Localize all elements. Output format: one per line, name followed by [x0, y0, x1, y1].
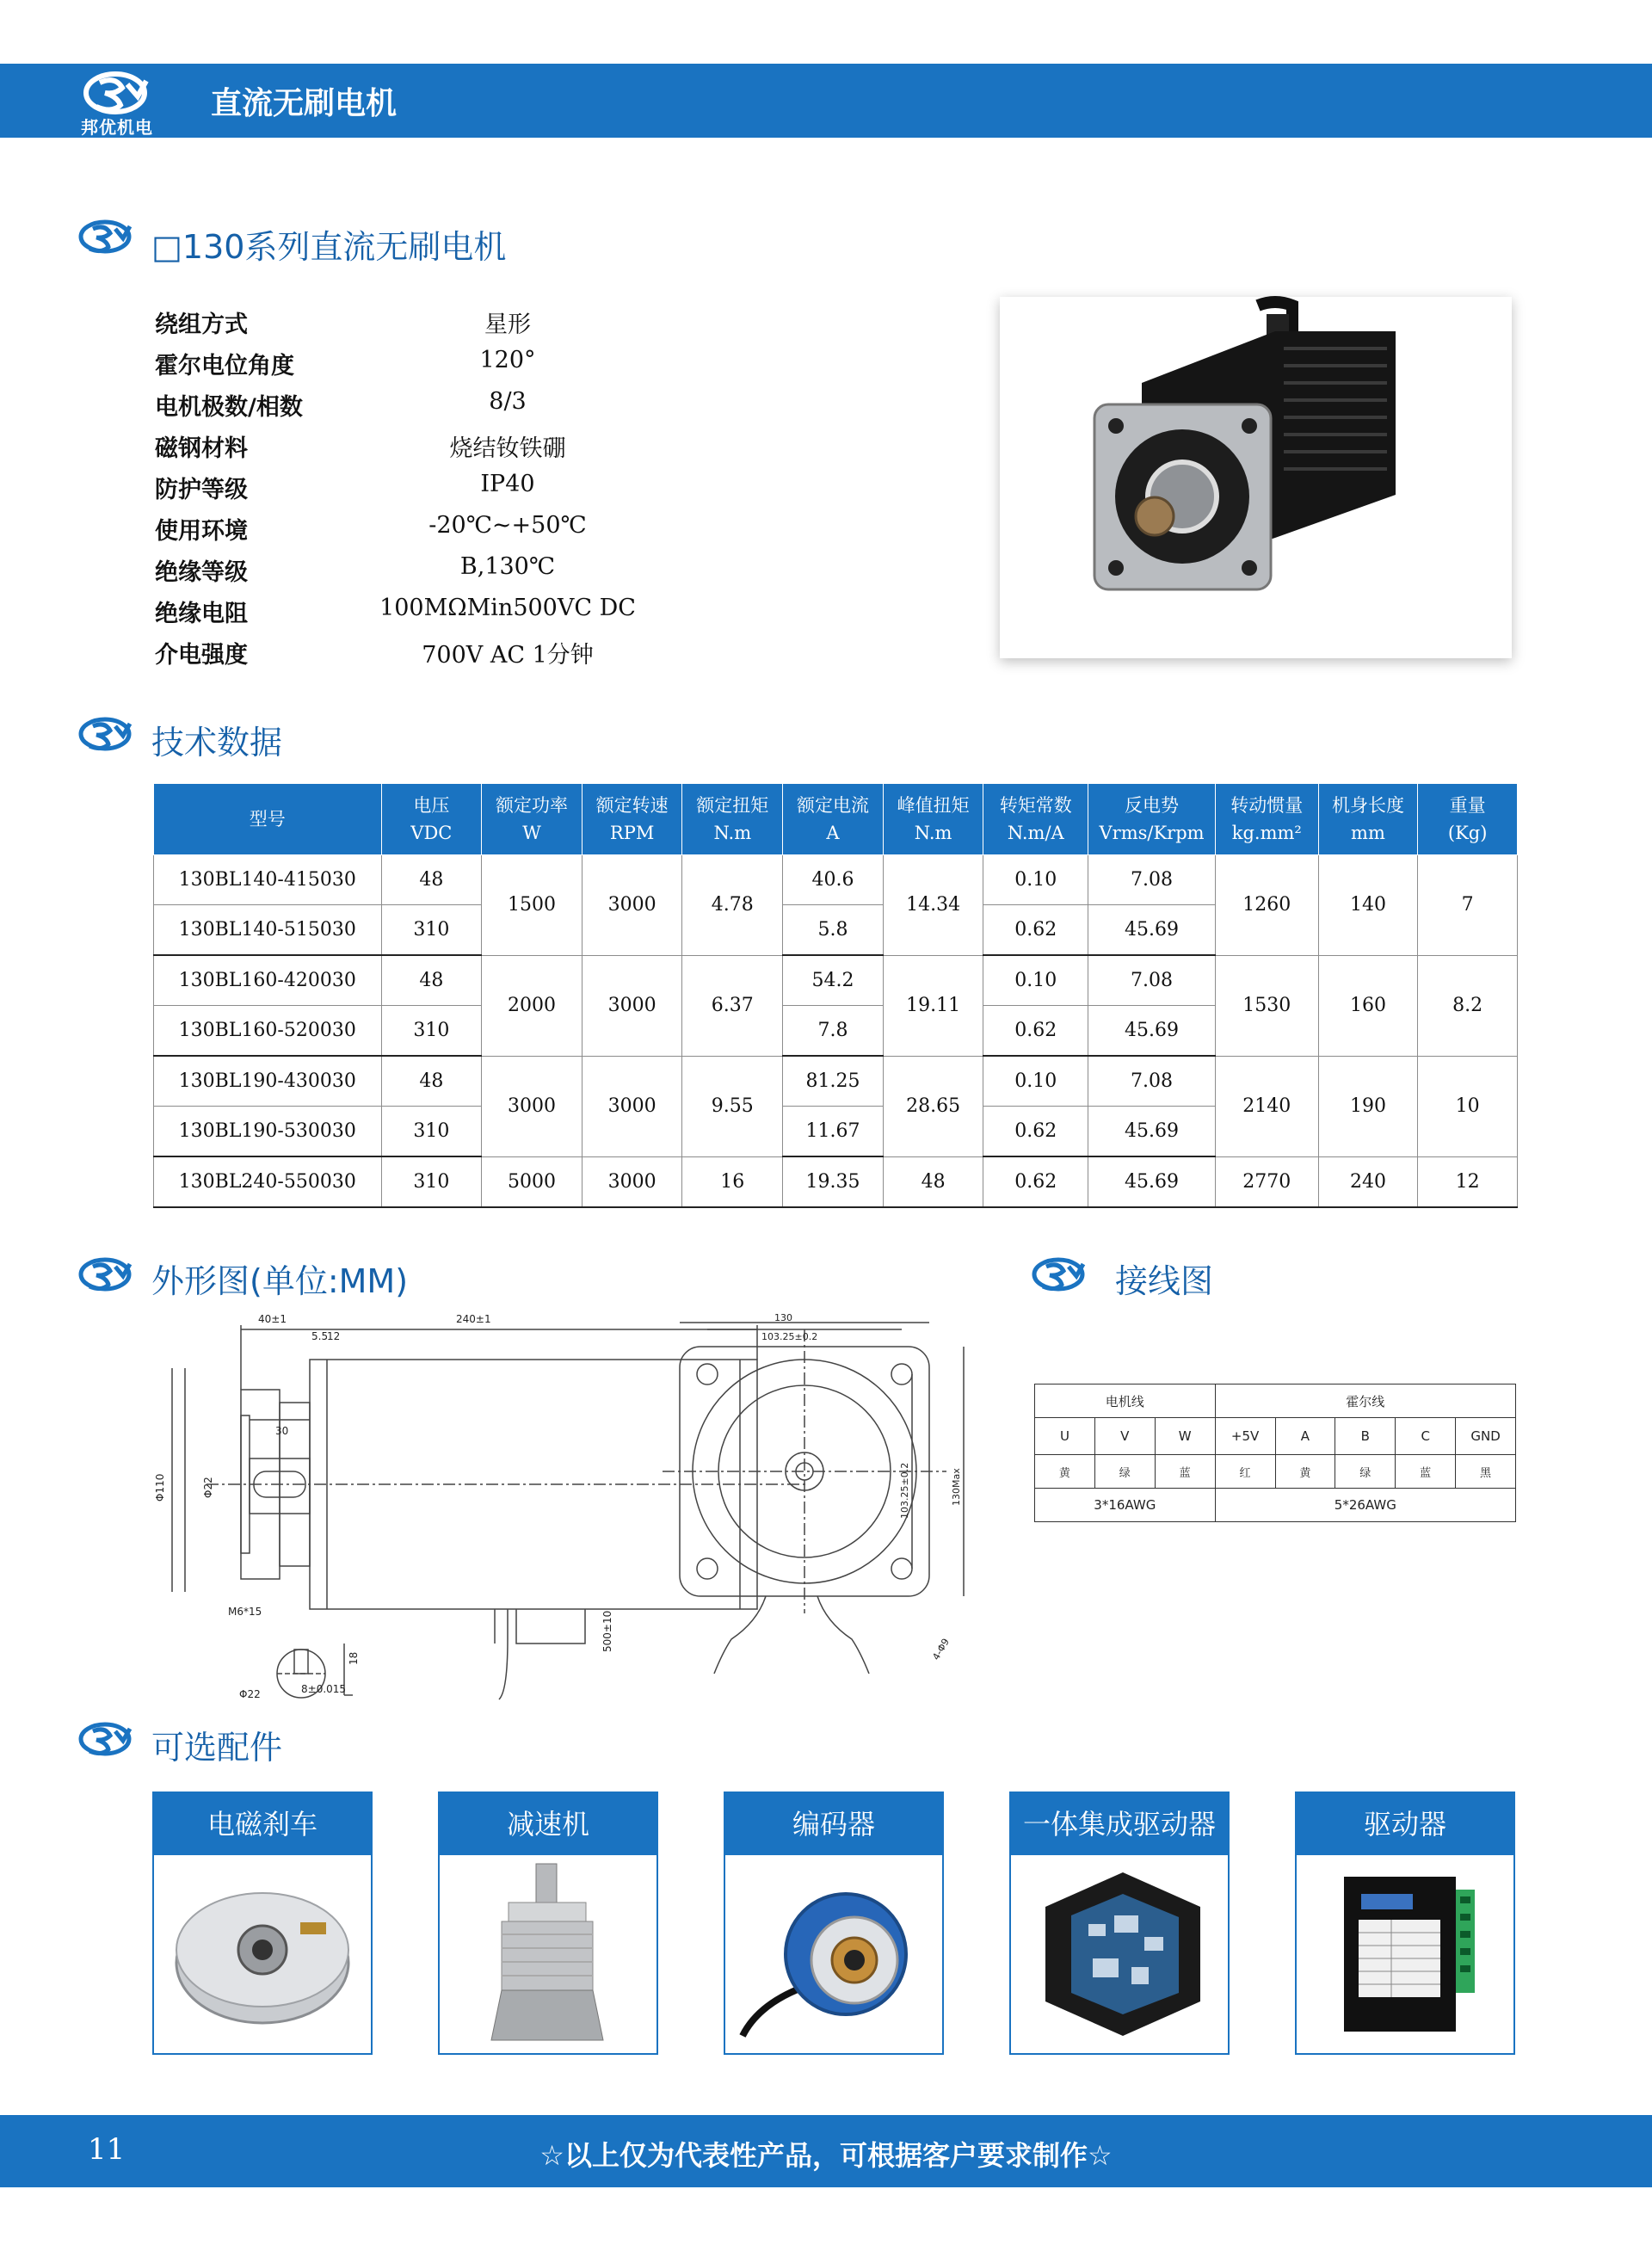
spec-row: [155, 636, 637, 677]
table-cell: 130BL240-550030: [154, 1156, 382, 1207]
accessory-card-driver: [1295, 1792, 1515, 2055]
column-header: [1418, 784, 1518, 855]
column-header-unit: A: [826, 823, 840, 843]
table-cell: 190: [1318, 1056, 1418, 1156]
spec-label: 霍尔电位角度: [155, 353, 294, 379]
table-cell: 1530: [1215, 955, 1318, 1056]
table-cell: 3000: [582, 855, 682, 956]
accessory-label: 电磁刹车: [154, 1793, 371, 1855]
column-header-name: 电压: [413, 795, 450, 816]
table-cell: 5.8: [783, 905, 884, 956]
table-cell: 9.55: [682, 1056, 783, 1156]
accessories-section-title: 可选配件: [151, 1729, 283, 1767]
spec-label: 绕组方式: [155, 311, 248, 338]
motor-lead-header: 电机线: [1035, 1385, 1216, 1418]
wire-color: 蓝: [1155, 1455, 1215, 1489]
dim-label: 500±10: [601, 1610, 613, 1652]
accessory-card-brake: [152, 1792, 373, 2055]
accessory-label: 编码器: [725, 1793, 942, 1855]
table-row: [154, 1156, 1518, 1207]
wire-color: 黄: [1275, 1455, 1335, 1489]
column-header-unit: W: [522, 823, 541, 843]
column-header: [983, 784, 1088, 855]
column-header-name: 重量: [1449, 795, 1486, 816]
section-logo-icon: [77, 714, 138, 754]
column-header-unit: VDC: [410, 823, 453, 843]
dim-label: 5.5: [311, 1330, 329, 1342]
wire-color: 绿: [1335, 1455, 1396, 1489]
table-cell: 14.34: [883, 855, 983, 956]
table-cell: 45.69: [1088, 1107, 1216, 1157]
dim-label: 240±1: [456, 1313, 491, 1325]
column-header-unit: kg.mm²: [1231, 823, 1302, 843]
table-cell: 0.62: [983, 1107, 1088, 1157]
table-cell: 130BL190-430030: [154, 1056, 382, 1107]
pin-label: GND: [1456, 1418, 1516, 1455]
dim-label: 12: [327, 1330, 341, 1342]
table-cell: 3000: [582, 1056, 682, 1156]
pin-label: A: [1275, 1418, 1335, 1455]
column-header-name: 额定扭矩: [696, 795, 769, 816]
wire-color: 黑: [1456, 1455, 1516, 1489]
table-cell: 40.6: [783, 855, 884, 905]
table-cell: 310: [381, 1107, 482, 1157]
tech-data-table: [153, 783, 1518, 1208]
table-cell: 28.65: [883, 1056, 983, 1156]
table-cell: 0.62: [983, 1006, 1088, 1057]
header-title: 直流无刷电机: [211, 86, 398, 121]
dim-label: 103.25±0.2: [899, 1462, 910, 1519]
pin-label: C: [1396, 1418, 1456, 1455]
spec-row: [155, 512, 637, 553]
table-row: [154, 855, 1518, 905]
column-header-name: 机身长度: [1331, 795, 1404, 816]
table-cell: 0.10: [983, 955, 1088, 1006]
wiring-table: [1034, 1384, 1516, 1522]
dim-label: Φ22: [239, 1688, 261, 1700]
table-row: [154, 1056, 1518, 1107]
column-header-unit: RPM: [609, 823, 655, 843]
table-cell: 130BL140-415030: [154, 855, 382, 905]
accessory-label: 减速机: [440, 1793, 656, 1855]
spec-label: 电机极数/相数: [155, 394, 303, 421]
motor-photo: [1000, 297, 1512, 658]
table-cell: 7.8: [783, 1006, 884, 1057]
table-cell: 1500: [482, 855, 583, 956]
front-view-drawing: [663, 1312, 989, 1691]
spec-value: 700V AC 1分钟: [422, 642, 594, 669]
spec-row: [155, 388, 637, 429]
column-header-unit: N.m/A: [1007, 823, 1064, 843]
hall-lead-gauge: 5*26AWG: [1215, 1489, 1515, 1522]
table-cell: 45.69: [1088, 905, 1216, 956]
table-cell: 3000: [482, 1056, 583, 1156]
wire-color: 红: [1215, 1455, 1275, 1489]
table-cell: 0.10: [983, 855, 1088, 905]
table-cell: 160: [1318, 955, 1418, 1056]
column-header-unit: mm: [1351, 823, 1385, 843]
spec-label: 磁钢材料: [155, 435, 248, 462]
table-cell: 4.78: [682, 855, 783, 956]
spec-value: 120°: [479, 347, 536, 373]
spec-row: [155, 595, 637, 636]
spec-label: 绝缘电阻: [155, 601, 248, 627]
table-cell: 5000: [482, 1156, 583, 1207]
wire-color: 绿: [1094, 1455, 1155, 1489]
column-header-unit: N.m: [713, 823, 752, 843]
accessory-card-encoder: [724, 1792, 944, 2055]
wire-color: 蓝: [1396, 1455, 1456, 1489]
table-cell: 310: [381, 1156, 482, 1207]
column-header: [783, 784, 884, 855]
table-cell: 310: [381, 905, 482, 956]
brake-image: [154, 1855, 371, 2053]
integrated-driver-image: [1011, 1855, 1228, 2053]
page-number: 11: [88, 2132, 126, 2167]
column-header: [381, 784, 482, 855]
accessory-label: 驱动器: [1297, 1793, 1513, 1855]
table-cell: 19.11: [883, 955, 983, 1056]
table-cell: 7.08: [1088, 955, 1216, 1006]
spec-row: [155, 305, 637, 347]
section-logo-icon: [1031, 1255, 1091, 1294]
spec-row: [155, 347, 637, 388]
table-cell: 130BL160-520030: [154, 1006, 382, 1057]
spec-row: [155, 429, 637, 471]
table-cell: 12: [1418, 1156, 1518, 1207]
driver-image: [1297, 1855, 1513, 2053]
table-cell: 3000: [582, 1156, 682, 1207]
dim-label: 103.25±0.2: [761, 1331, 818, 1342]
table-cell: 48: [381, 855, 482, 905]
table-cell: 8.2: [1418, 955, 1518, 1056]
dim-label: 8±0.015: [301, 1683, 347, 1695]
spec-value: 星形: [484, 311, 531, 338]
table-cell: 6.37: [682, 955, 783, 1056]
dim-label: Φ110: [154, 1473, 166, 1502]
spec-value: 烧结钕铁硼: [449, 435, 566, 462]
table-cell: 7.08: [1088, 855, 1216, 905]
table-cell: 81.25: [783, 1056, 884, 1107]
table-cell: 48: [883, 1156, 983, 1207]
table-cell: 54.2: [783, 955, 884, 1006]
table-cell: 16: [682, 1156, 783, 1207]
table-cell: 7.08: [1088, 1056, 1216, 1107]
dim-label: 40±1: [258, 1313, 287, 1325]
column-header: [154, 784, 382, 855]
column-header: [1215, 784, 1318, 855]
column-header: [582, 784, 682, 855]
spec-label: 介电强度: [155, 642, 248, 669]
dim-label: Φ22: [202, 1477, 214, 1498]
column-header: [1318, 784, 1418, 855]
wiring-section-title: 接线图: [1115, 1262, 1214, 1300]
table-cell: 130BL140-515030: [154, 905, 382, 956]
column-header-unit: N.m: [914, 823, 952, 843]
spec-value: -20℃~+50℃: [428, 512, 587, 539]
table-cell: 310: [381, 1006, 482, 1057]
column-header-name: 转矩常数: [999, 795, 1072, 816]
accessory-label: 一体集成驱动器: [1011, 1793, 1228, 1855]
pin-label: W: [1155, 1418, 1215, 1455]
column-header-name: 型号: [249, 809, 286, 829]
table-cell: 45.69: [1088, 1006, 1216, 1057]
table-cell: 130BL190-530030: [154, 1107, 382, 1157]
section-logo-icon: [77, 1719, 138, 1759]
dim-label: 4-Φ9: [930, 1636, 952, 1662]
accessory-card-integrated-driver: [1009, 1792, 1230, 2055]
footer-note: ☆以上仅为代表性产品，可根据客户要求制作☆: [539, 2139, 1113, 2172]
dim-label: M6*15: [228, 1606, 262, 1618]
dim-label: 130Max: [951, 1468, 962, 1506]
dim-label: 30: [275, 1425, 289, 1437]
section-logo-icon: [77, 217, 138, 256]
wire-color: 黄: [1035, 1455, 1095, 1489]
motor-lead-gauge: 3*16AWG: [1035, 1489, 1216, 1522]
spec-value: IP40: [480, 471, 535, 497]
product-section-title: □130系列直流无刷电机: [151, 228, 507, 266]
pin-label: B: [1335, 1418, 1396, 1455]
dim-label: 130: [774, 1312, 792, 1323]
column-header-name: 额定转速: [595, 795, 669, 816]
column-header-name: 额定电流: [796, 795, 869, 816]
table-cell: 48: [381, 955, 482, 1006]
table-cell: 19.35: [783, 1156, 884, 1207]
spec-row: [155, 471, 637, 512]
accessory-card-gearbox: [438, 1792, 658, 2055]
table-cell: 7: [1418, 855, 1518, 956]
table-cell: 240: [1318, 1156, 1418, 1207]
table-cell: 2140: [1215, 1056, 1318, 1156]
pin-label: U: [1035, 1418, 1095, 1455]
section-logo-icon: [77, 1255, 138, 1294]
logo-text: 邦优机电: [81, 117, 153, 138]
column-header: [682, 784, 783, 855]
column-header-unit: (Kg): [1447, 823, 1488, 843]
table-cell: 11.67: [783, 1107, 884, 1157]
column-header-name: 转动惯量: [1230, 795, 1304, 816]
tech-section-title: 技术数据: [151, 724, 283, 762]
spec-value: B,130℃: [459, 553, 556, 580]
table-cell: 3000: [582, 955, 682, 1056]
table-cell: 140: [1318, 855, 1418, 956]
table-cell: 2000: [482, 955, 583, 1056]
hall-lead-header: 霍尔线: [1215, 1385, 1515, 1418]
spec-label: 使用环境: [155, 518, 248, 545]
outline-section-title: 外形图(单位:MM): [151, 1262, 409, 1300]
spec-row: [155, 553, 637, 595]
spec-label: 绝缘等级: [155, 559, 248, 586]
encoder-image: [725, 1855, 942, 2053]
table-row: [154, 955, 1518, 1006]
pin-label: +5V: [1215, 1418, 1275, 1455]
dim-label: 18: [348, 1651, 360, 1665]
column-header-name: 峰值扭矩: [897, 795, 970, 816]
table-cell: 0.62: [983, 905, 1088, 956]
column-header: [482, 784, 583, 855]
table-cell: 0.10: [983, 1056, 1088, 1107]
table-cell: 48: [381, 1056, 482, 1107]
column-header: [1088, 784, 1216, 855]
column-header-unit: Vrms/Krpm: [1099, 823, 1205, 843]
table-cell: 130BL160-420030: [154, 955, 382, 1006]
table-cell: 2770: [1215, 1156, 1318, 1207]
table-cell: 0.62: [983, 1156, 1088, 1207]
column-header-name: 额定功率: [495, 795, 568, 816]
pin-label: V: [1094, 1418, 1155, 1455]
spec-label: 防护等级: [155, 477, 248, 503]
gearbox-image: [440, 1855, 656, 2053]
spec-value: 100MΩMin500VC DC: [379, 595, 636, 621]
table-cell: 10: [1418, 1056, 1518, 1156]
column-header-name: 反电势: [1125, 795, 1180, 816]
column-header: [883, 784, 983, 855]
table-cell: 45.69: [1088, 1156, 1216, 1207]
spec-value: 8/3: [489, 388, 527, 415]
table-cell: 1260: [1215, 855, 1318, 956]
